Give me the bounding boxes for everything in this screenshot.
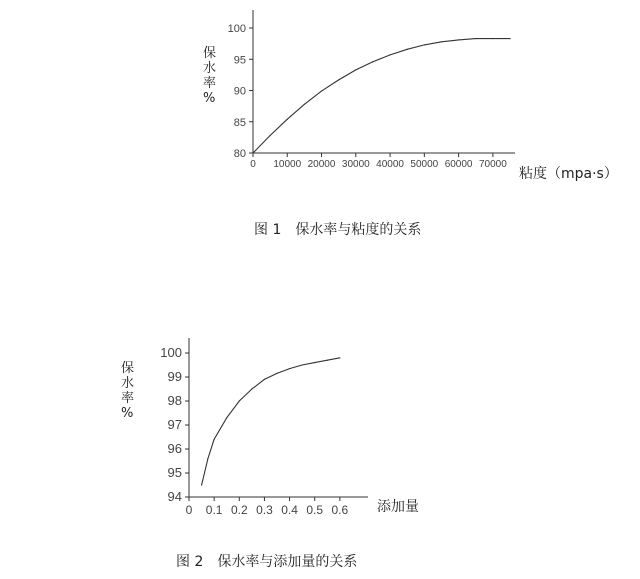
chart-1-data-point	[287, 119, 288, 120]
chart-2-data-point	[264, 379, 265, 380]
chart-2-series-line-0	[202, 358, 340, 485]
chart-1-data-point	[304, 104, 305, 105]
chart-1-x-axis-label: 粘度（mpa·s）	[519, 166, 618, 182]
chart-1-x-tick-label: 50000	[410, 159, 439, 170]
chart-1-data-point	[492, 38, 493, 39]
chart-1-data-point	[407, 49, 408, 50]
chart-2-x-tick-label: 0	[185, 503, 193, 517]
chart-2-data-point	[302, 364, 303, 365]
chart-2-data-point	[226, 417, 227, 418]
chart-2-data-point	[327, 360, 328, 361]
chart-2-data-point	[207, 458, 208, 459]
chart-1-x-tick-label: 10000	[273, 159, 302, 170]
chart-2-y-tick-label: 98	[167, 393, 182, 408]
chart-2-y-axis-label: 保水率%	[121, 361, 135, 421]
chart-2-x-tick-label: 0.5	[306, 503, 324, 517]
chart-2-y-tick-label: 96	[167, 441, 182, 456]
chart-2-x-tick-label: 0.3	[256, 503, 273, 517]
chart-1-x-tick-label: 20000	[307, 159, 336, 170]
chart-1-data-point	[424, 44, 425, 45]
chart-1-data-point	[372, 61, 373, 62]
chart-1-data-point	[338, 79, 339, 80]
chart-1-y-tick-label: 95	[233, 54, 246, 67]
chart-2-y-tick-label: 94	[167, 489, 182, 504]
chart-1-y-tick-label: 80	[233, 148, 246, 160]
chart-2-caption: 图 2 保水率与添加量的关系	[176, 554, 358, 570]
chart-1-data-point	[475, 38, 476, 39]
chart-1-x-tick-label: 40000	[376, 159, 404, 170]
chart-2-data-point	[214, 439, 215, 440]
chart-1	[0, 0, 640, 250]
chart-1-y-tick-label: 85	[233, 116, 246, 129]
chart-1-x-tick-label: 0	[250, 159, 256, 170]
chart-1-caption: 图 1 保水率与粘度的关系	[254, 222, 422, 238]
chart-1-data-point	[252, 152, 253, 153]
chart-1-data-point	[355, 69, 356, 70]
chart-1-series-line-0	[253, 39, 510, 153]
chart-2-data-point	[251, 388, 252, 389]
chart-1-data-point	[509, 38, 510, 39]
chart-2-data-point	[276, 373, 277, 374]
chart-2-y-tick-label: 95	[167, 465, 182, 480]
chart-1-x-tick-label: 70000	[478, 159, 507, 170]
chart-1-data-point	[321, 91, 322, 92]
chart-1-y-tick-label: 90	[233, 85, 246, 98]
chart-2-data-point	[339, 357, 340, 358]
chart-1-data-point	[270, 135, 271, 136]
chart-1-data-point	[441, 41, 442, 42]
chart-1-y-axis-label: 保水率%	[203, 46, 217, 106]
chart-2-data-point	[289, 368, 290, 369]
chart-2-data-point	[201, 484, 202, 485]
chart-2-x-tick-label: 0.1	[205, 503, 223, 517]
chart-2-x-tick-label: 0.4	[281, 503, 298, 517]
chart-2-y-tick-label: 100	[160, 345, 182, 360]
chart-2-data-point	[314, 362, 315, 363]
chart-1-data-point	[458, 39, 459, 40]
chart-1-x-tick-label: 30000	[341, 159, 370, 170]
chart-1-y-tick-label: 100	[227, 23, 246, 35]
chart-2-x-tick-label: 0.2	[230, 503, 248, 517]
chart-1-data-point	[389, 54, 390, 55]
chart-1-x-tick-label: 60000	[444, 159, 473, 170]
chart-2-x-tick-label: 0.6	[331, 503, 349, 517]
chart-2-data-point	[239, 400, 240, 401]
chart-2-y-tick-label: 97	[167, 417, 182, 432]
chart-2-x-axis-label: 添加量	[377, 499, 419, 515]
chart-2-y-tick-label: 99	[167, 369, 182, 384]
